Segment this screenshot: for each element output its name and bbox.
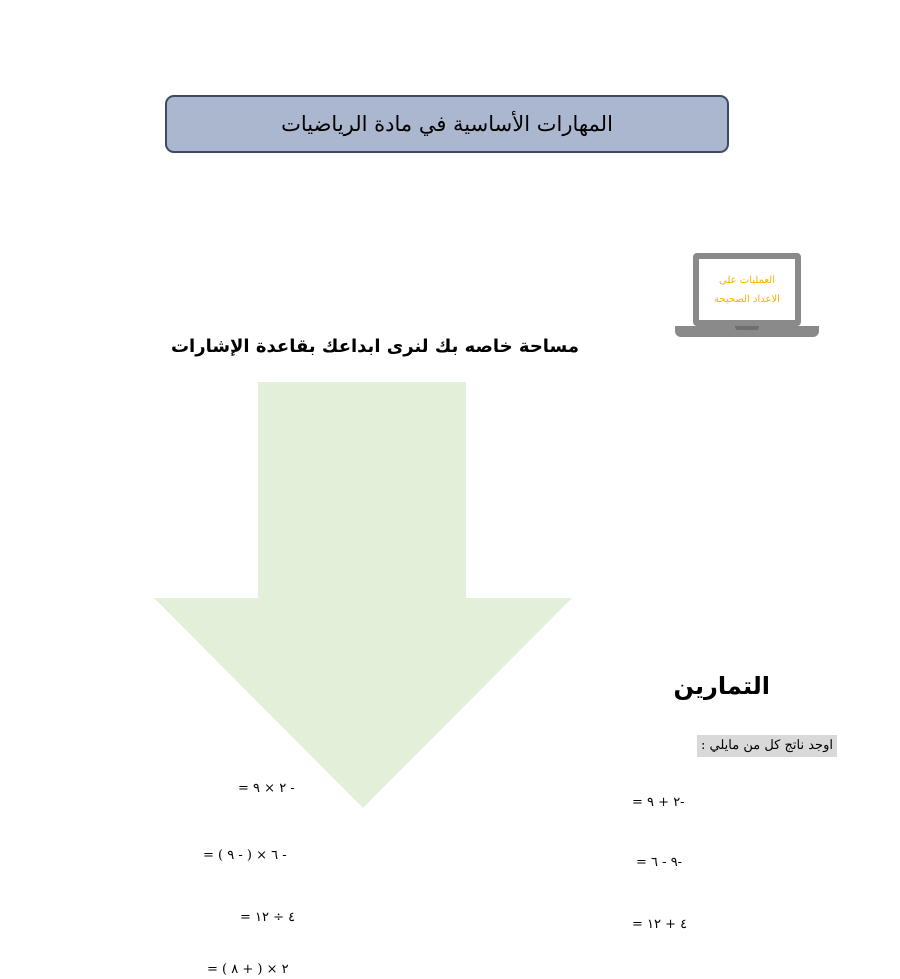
- title-banner: [165, 95, 729, 153]
- laptop-screen: [693, 253, 801, 326]
- exercise-right-2: = ٩ - ٦-: [636, 855, 683, 870]
- laptop-label-line1: العمليات على: [719, 274, 776, 286]
- exercise-right-1: = ٢ + ٩-: [632, 795, 685, 810]
- exercise-left-4: = ( ٨ + ) × ٢: [207, 962, 289, 977]
- exercise-left-2: = ( ٩ - ) × ٦ -: [203, 848, 287, 863]
- laptop-label-line2: الاعداد الصحيحة: [714, 293, 780, 305]
- down-arrow-icon: [154, 382, 572, 808]
- exercises-instruction: اوجد ناتج كل من مايلي :: [697, 735, 837, 757]
- down-arrow-shape: [154, 382, 572, 808]
- exercise-right-3: = ٤ + ١٢: [632, 917, 688, 932]
- exercise-left-1: = ٢ × ٩ -: [238, 781, 295, 796]
- exercise-left-3: = ٤ ÷ ١٢: [240, 910, 296, 925]
- creativity-subtitle: مساحة خاصه بك لنرى ابداعك بقاعدة الإشارات: [170, 336, 580, 357]
- laptop-icon: [675, 253, 819, 339]
- exercises-title: التمارين: [673, 672, 770, 700]
- page-title: المهارات الأساسية في مادة الرياضيات: [281, 112, 613, 136]
- laptop-screen-content: [699, 259, 795, 320]
- laptop-notch: [735, 326, 759, 330]
